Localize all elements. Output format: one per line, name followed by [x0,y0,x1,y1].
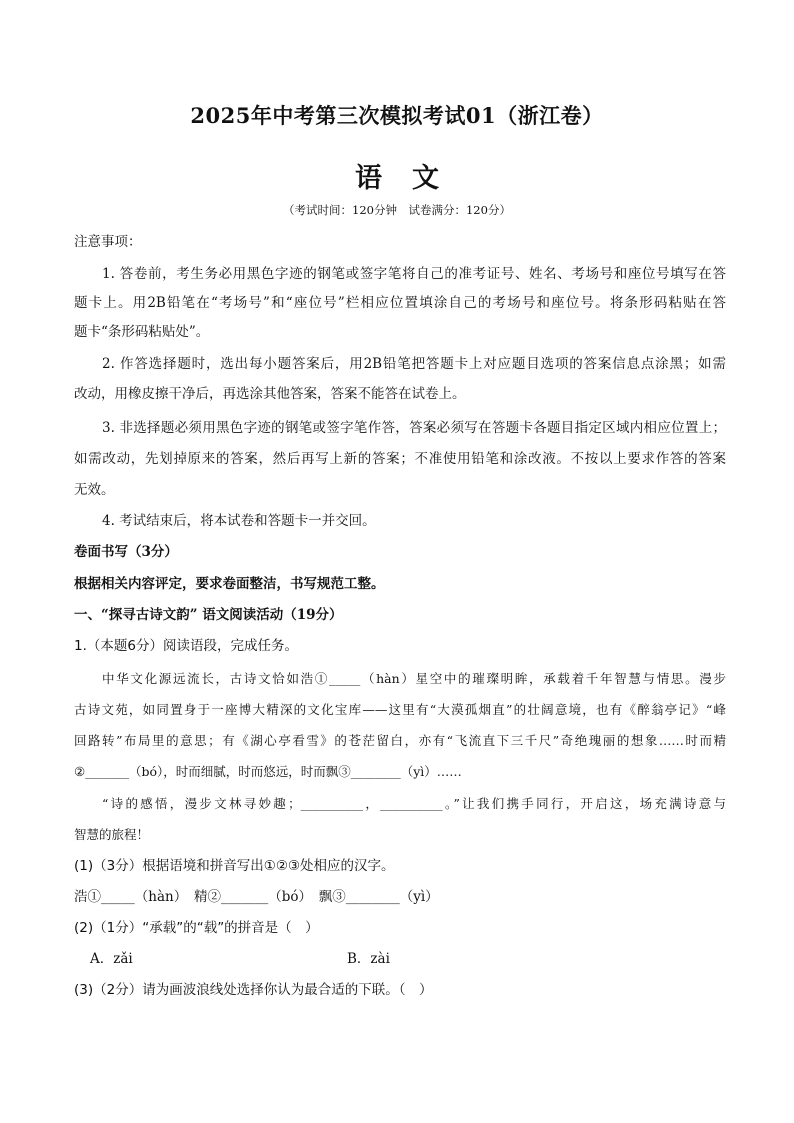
notice-heading: 注意事项： [74,234,142,250]
option-a: A．zǎi [90,951,133,967]
subquestion-3: (3)（2分）请为画波浪线处选择你认为最合适的下联。（ ） [74,982,433,998]
exam-info: （考试时间：120分钟 试卷满分：120分） [283,203,511,217]
passage-line: ②_______（bó），时而细腻，时而悠远，时而飘③________（yì）…… [74,764,462,779]
notice-line: 3. 非选择题必须用黑色字迹的钢笔或签字笔作答，答案必须写在答题卡各题目指定区域内相应位置上； [102,420,726,436]
option-b: B．zài [347,951,390,967]
passage-line: “诗的感悟，漫步文林寻妙趣；__________，__________。”让我们携手同行，开启这，场充满诗意与 [102,796,726,811]
subquestion-2: (2)（1分）“承载”的“载”的拼音是（ ） [74,920,319,936]
notice-line: 题卡上。用2B铅笔在“考场号”和“座位号”栏相应位置填涂自己的考场号和座位号。将条形码粘贴在答 [74,295,726,311]
passage-line: 智慧的旅程！ [74,827,150,842]
subject-title: 语文 [355,163,469,194]
notice-line: 改动，用橡皮擦干净后，再选涂其他答案，答案不能答在试卷上。 [74,386,466,402]
passage-line: 中华文化源远流长，古诗文恰如浩①_____（hàn）星空中的璀璨明眸，承载着千年智慧与情思。漫步 [102,671,726,686]
notice-line: 4. 考试结束后，将本试卷和答题卡一并交回。 [102,513,376,529]
notice-line: 1. 答卷前，考生务必用黑色字迹的钢笔或签字笔将自己的准考证号、姓名、考场号和座位号填写在答 [102,266,726,282]
notice-line: 题卡“条形码粘贴处”。 [74,324,210,340]
passage-line: 回路转”布局里的意思；有《湖心亭看雪》的苍茫留白，亦有“飞流直下三千尺”奇绝瑰丽的想象……时而精 [74,733,726,748]
subquestion-1-blanks: 浩①_____（hàn） 精②_______（bó） 飘③________（yì） [74,889,439,905]
notice-line: 2. 作答选择题时，选出每小题答案后，用2B铅笔把答题卡上对应题目选项的答案信息点涂黑；如需 [102,356,726,372]
handwriting-text: 根据相关内容评定，要求卷面整洁，书写规范工整。 [74,576,385,592]
passage-line: 古诗文苑，如同置身于一座博大精深的文化宝库——这里有“大漠孤烟直”的壮阔意境，也有《醉翁亭记》“峰 [74,702,726,717]
exam-title: 2025年中考第三次模拟考试01（浙江卷） [190,103,604,128]
section-heading: 一、“探寻古诗文韵” 语文阅读活动（19分） [74,607,343,623]
subquestion-1: (1)（3分）根据语境和拼音写出①②③处相应的汉字。 [74,858,395,874]
notice-line: 如需改动，先划掉原来的答案，然后再写上新的答案；不准使用铅笔和涂改液。不按以上要求作答的答案 [74,451,726,467]
question-intro: 1.（本题6分）阅读语段，完成任务。 [74,638,298,654]
notice-line: 无效。 [74,482,115,498]
handwriting-heading: 卷面书写（3分） [74,544,178,560]
